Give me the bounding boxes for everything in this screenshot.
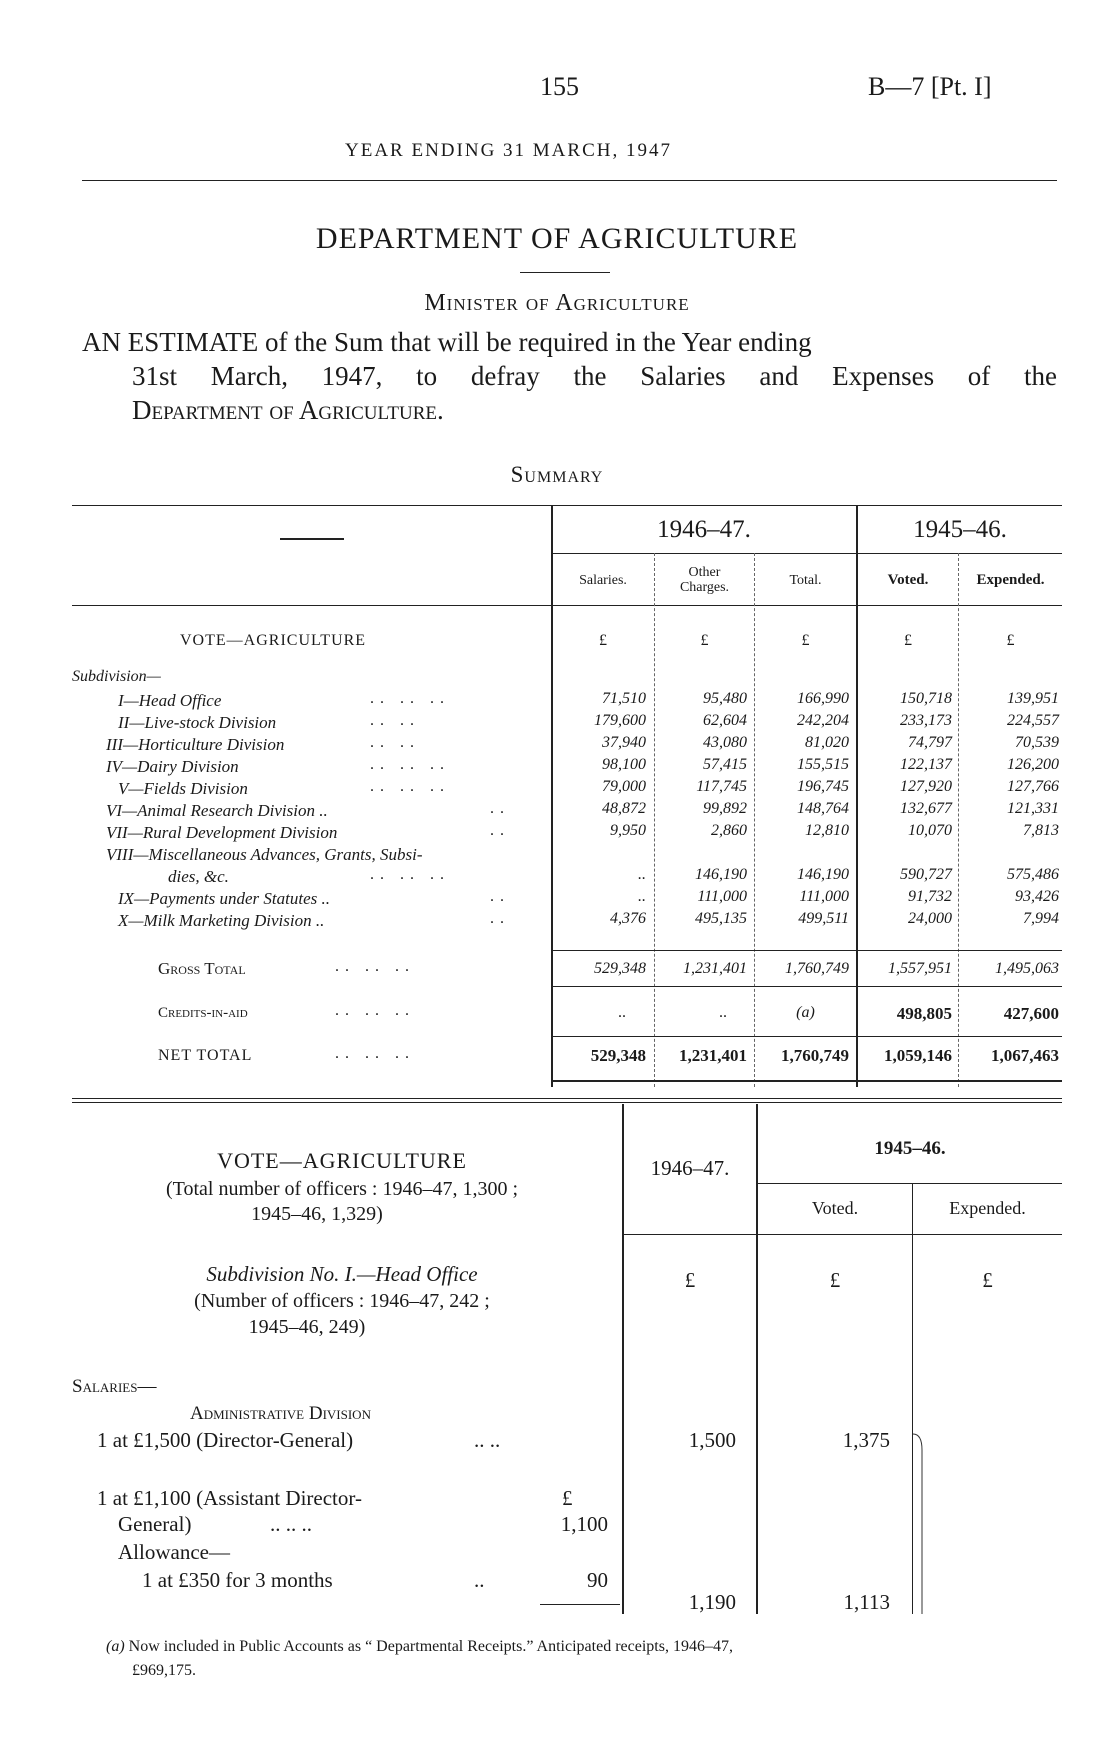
- row-total: 148,764: [797, 800, 849, 817]
- row-total: 196,745: [797, 778, 849, 795]
- footnote-line-1: (a) Now included in Public Accounts as “ Departmental Receipts.” Anticipated receipts, 1946–47,: [106, 1638, 733, 1655]
- summary-left-border: [551, 505, 553, 1087]
- gross-top-rule: [552, 950, 1062, 951]
- summary-header-bottom-rule: [72, 605, 1062, 606]
- currency-other: £: [700, 632, 709, 649]
- net-expended: 1,067,463: [991, 1046, 1059, 1065]
- row-salaries: 48,872: [602, 800, 646, 817]
- row-voted: 24,000: [908, 910, 952, 927]
- col-expended: Expended.: [976, 572, 1045, 588]
- row-total: 155,515: [797, 756, 849, 773]
- subdivision-row-dots: .. ..: [370, 734, 420, 751]
- row-total: 12,810: [805, 822, 849, 839]
- separator-rule-2: [72, 1102, 1062, 1103]
- item1-voted: 1,375: [842, 1428, 890, 1452]
- row-voted: 150,718: [900, 690, 952, 707]
- row-other-charges: 43,080: [703, 734, 747, 751]
- summary-year-divider: [856, 505, 858, 1087]
- credits-dots: .. .. ..: [335, 1002, 415, 1019]
- estimate-line-1: AN ESTIMATE of the Sum that will be required in the Year ending: [82, 327, 812, 357]
- row-salaries: 98,100: [602, 756, 646, 773]
- item2-line-2: General): [118, 1512, 192, 1536]
- net-voted: 1,059,146: [884, 1046, 952, 1065]
- row-voted: 132,677: [900, 800, 952, 817]
- row-voted: 91,732: [908, 888, 952, 905]
- gross-other: 1,231,401: [683, 960, 747, 977]
- net-dots: .. .. ..: [335, 1045, 415, 1062]
- row-expended: 70,539: [1015, 734, 1059, 751]
- row-expended: 7,994: [1023, 910, 1059, 927]
- row-other-charges: 495,135: [695, 910, 747, 927]
- estimate-line-3: Department of Agriculture.: [132, 395, 444, 425]
- row-other-charges: 117,745: [696, 778, 747, 795]
- allowance-item: 1 at £350 for 3 months: [142, 1568, 333, 1592]
- subdivision-row-dots: .. .. ..: [370, 756, 450, 773]
- item1-label: 1 at £1,500 (Director-General): [97, 1428, 354, 1452]
- subdivision-officers-line-2: 1945–46, 249): [248, 1316, 366, 1338]
- allowance-amount: 90: [587, 1568, 608, 1592]
- net-total-label: NET TOTAL: [158, 1047, 253, 1064]
- item1-current: 1,500: [688, 1428, 736, 1452]
- row-salaries: ..: [638, 866, 646, 883]
- page-reference: B—7 [Pt. I]: [868, 72, 992, 101]
- col-salaries: Salaries.: [579, 573, 627, 588]
- currency-voted: £: [904, 632, 912, 649]
- footnote-line-2: £969,175.: [132, 1662, 196, 1679]
- gross-salaries: 529,348: [594, 960, 646, 977]
- summary-year-prev: 1945–46.: [913, 516, 1007, 543]
- row-total: 146,190: [797, 866, 849, 883]
- credits-salaries: ..: [618, 1004, 626, 1021]
- item2-dots: .. .. ..: [270, 1512, 312, 1536]
- subdivision-row-dots: ..: [490, 822, 510, 839]
- credits-other: ..: [719, 1004, 727, 1021]
- allowance-dots: ..: [474, 1568, 485, 1592]
- salaries-heading: Salaries—: [72, 1376, 157, 1397]
- detail-year-divider: [756, 1104, 758, 1614]
- row-expended: 139,951: [1007, 690, 1059, 707]
- row-other-charges: 111,000: [697, 888, 747, 905]
- detail-currency-voted: £: [829, 1268, 841, 1292]
- expended-bracket: [912, 1430, 926, 1614]
- minister-heading: Minister of Agriculture: [424, 290, 690, 316]
- row-other-charges: 62,604: [703, 712, 747, 729]
- net-salaries: 529,348: [590, 1046, 646, 1065]
- row-voted: 74,797: [908, 734, 952, 751]
- item2-amount: 1,100: [560, 1512, 608, 1536]
- item2-line-1: 1 at £1,100 (Assistant Director-: [97, 1486, 362, 1510]
- net-bottom-rule: [552, 1080, 1062, 1082]
- row-expended: 7,813: [1023, 822, 1059, 839]
- item2-pound: £: [562, 1486, 573, 1510]
- row-total: 166,990: [797, 690, 849, 707]
- net-other: 1,231,401: [679, 1046, 747, 1065]
- detail-officers-line-1: (Total number of officers : 1946–47, 1,300 ;: [165, 1178, 519, 1200]
- credits-total: (a): [796, 1004, 815, 1021]
- subdivision-title: Subdivision No. I.—Head Office: [206, 1262, 478, 1286]
- detail-header-bottom-rule: [624, 1234, 1062, 1235]
- row-expended: 126,200: [1007, 756, 1059, 773]
- detail-year-current: 1946–47.: [650, 1156, 730, 1180]
- detail-officers-line-2: 1945–46, 1,329): [251, 1203, 383, 1225]
- credits-voted: 498,805: [896, 1004, 952, 1023]
- subdivision-label: Subdivision—: [72, 668, 161, 685]
- subdivision-row-label: V—Fields Division: [118, 779, 248, 798]
- detail-currency-expended: £: [982, 1268, 993, 1292]
- row-other-charges: 99,892: [703, 800, 747, 817]
- detail-col-voted: Voted.: [811, 1198, 859, 1218]
- detail-col-expended: Expended.: [949, 1198, 1026, 1218]
- row-voted: 127,920: [900, 778, 952, 795]
- allowance-label: Allowance—: [118, 1540, 230, 1564]
- summary-vote-label: VOTE—AGRICULTURE: [180, 632, 367, 649]
- admin-division-heading: Administrative Division: [190, 1403, 371, 1424]
- detail-year-prev: 1945–46.: [874, 1138, 946, 1159]
- allowance-sum-rule: [540, 1604, 620, 1605]
- net-top-rule: [552, 1036, 1062, 1037]
- row-salaries: 179,600: [594, 712, 646, 729]
- item1-dots: .. ..: [474, 1428, 501, 1452]
- subdivision-row-label: III—Horticulture Division: [106, 735, 285, 754]
- row-other-charges: 146,190: [695, 866, 747, 883]
- row-expended: 127,766: [1007, 778, 1059, 795]
- row-voted: 10,070: [908, 822, 952, 839]
- row-total: 81,020: [805, 734, 849, 751]
- subdivision-row-dots: ..: [490, 910, 510, 927]
- item2-voted: 1,113: [843, 1590, 890, 1614]
- detail-subheader-rule: [758, 1183, 1062, 1184]
- summary-dash: [280, 538, 344, 540]
- item2-current: 1,190: [688, 1590, 736, 1614]
- subdivision-row-label: II—Live-stock Division: [118, 713, 277, 732]
- row-total: 242,204: [797, 712, 849, 729]
- page-number: 155: [540, 72, 579, 101]
- subdivision-row-label: VIII—Miscellaneous Advances, Grants, Subsi-: [106, 845, 423, 864]
- subdivision-row-dots: ..: [490, 888, 510, 905]
- row-total: 111,000: [799, 888, 849, 905]
- row-salaries: 79,000: [602, 778, 646, 795]
- row-voted: 590,727: [900, 866, 952, 883]
- row-salaries: ..: [638, 888, 646, 905]
- gross-dots: .. .. ..: [335, 958, 415, 975]
- row-expended: 121,331: [1007, 800, 1059, 817]
- col-voted: Voted.: [887, 572, 929, 588]
- subdivision-row-label: IX—Payments under Statutes ..: [118, 889, 330, 908]
- net-total: 1,760,749: [781, 1046, 849, 1065]
- currency-salaries: £: [599, 632, 607, 649]
- gross-expended: 1,495,063: [995, 960, 1059, 977]
- estimate-line-2: 31st March, 1947, to defray the Salaries and Expenses of the: [132, 361, 1057, 391]
- summary-year-current: 1946–47.: [657, 516, 751, 543]
- row-total: 499,511: [798, 910, 849, 927]
- row-voted: 233,173: [900, 712, 952, 729]
- row-salaries: 37,940: [602, 734, 646, 751]
- subdivision-row-dots: .. .. ..: [370, 690, 450, 707]
- subdivision-row-dots: ..: [490, 800, 510, 817]
- subdivision-row-label: X—Milk Marketing Division ..: [118, 911, 325, 930]
- row-other-charges: 57,415: [703, 756, 747, 773]
- row-expended: 224,557: [1007, 712, 1059, 729]
- subdivision-row-label: I—Head Office: [118, 691, 222, 710]
- summary-subheader-rule: [552, 553, 1062, 554]
- subdivision-row-label: VI—Animal Research Division ..: [106, 801, 328, 820]
- gross-total: 1,760,749: [785, 960, 849, 977]
- col-other-charges: Other Charges.: [679, 565, 730, 595]
- department-title: DEPARTMENT OF AGRICULTURE: [315, 222, 799, 255]
- detail-vote-title: VOTE—AGRICULTURE: [217, 1148, 467, 1173]
- row-salaries: 4,376: [610, 910, 646, 927]
- subdivision-row-dots: .. .. ..: [370, 778, 450, 795]
- row-expended: 575,486: [1007, 866, 1059, 883]
- subdivision-row-label: VII—Rural Development Division: [106, 823, 338, 842]
- row-voted: 122,137: [900, 756, 952, 773]
- credits-label: Credits-in-aid: [158, 1005, 248, 1021]
- gross-bottom-rule: [552, 986, 1062, 987]
- currency-expended: £: [1006, 632, 1015, 649]
- subdivision-row-dots: .. .. ..: [370, 866, 450, 883]
- gross-total-label: Gross Total: [158, 959, 246, 978]
- row-expended: 93,426: [1015, 888, 1059, 905]
- detail-currency-current: £: [684, 1268, 696, 1292]
- credits-expended: 427,600: [1003, 1004, 1059, 1023]
- title-rule: [520, 272, 610, 273]
- year-heading: YEAR ENDING 31 MARCH, 1947: [345, 140, 672, 161]
- header-rule: [82, 180, 1057, 181]
- row-salaries: 71,510: [602, 690, 646, 707]
- subdivision-row-label: IV—Dairy Division: [106, 757, 239, 776]
- summary-top-rule: [72, 505, 1062, 506]
- separator-rule-1: [72, 1098, 1062, 1099]
- subdivision-officers-line-1: (Number of officers : 1946–47, 242 ;: [194, 1290, 490, 1312]
- row-salaries: 9,950: [610, 822, 646, 839]
- currency-total: £: [801, 632, 810, 649]
- gross-voted: 1,557,951: [888, 960, 952, 977]
- col-total: Total.: [789, 573, 822, 588]
- subdivision-row-dots: .. ..: [370, 712, 420, 729]
- row-other-charges: 2,860: [711, 822, 747, 839]
- summary-title: Summary: [510, 462, 604, 487]
- row-other-charges: 95,480: [703, 690, 747, 707]
- subdivision-row-label: dies, &c.: [168, 867, 229, 886]
